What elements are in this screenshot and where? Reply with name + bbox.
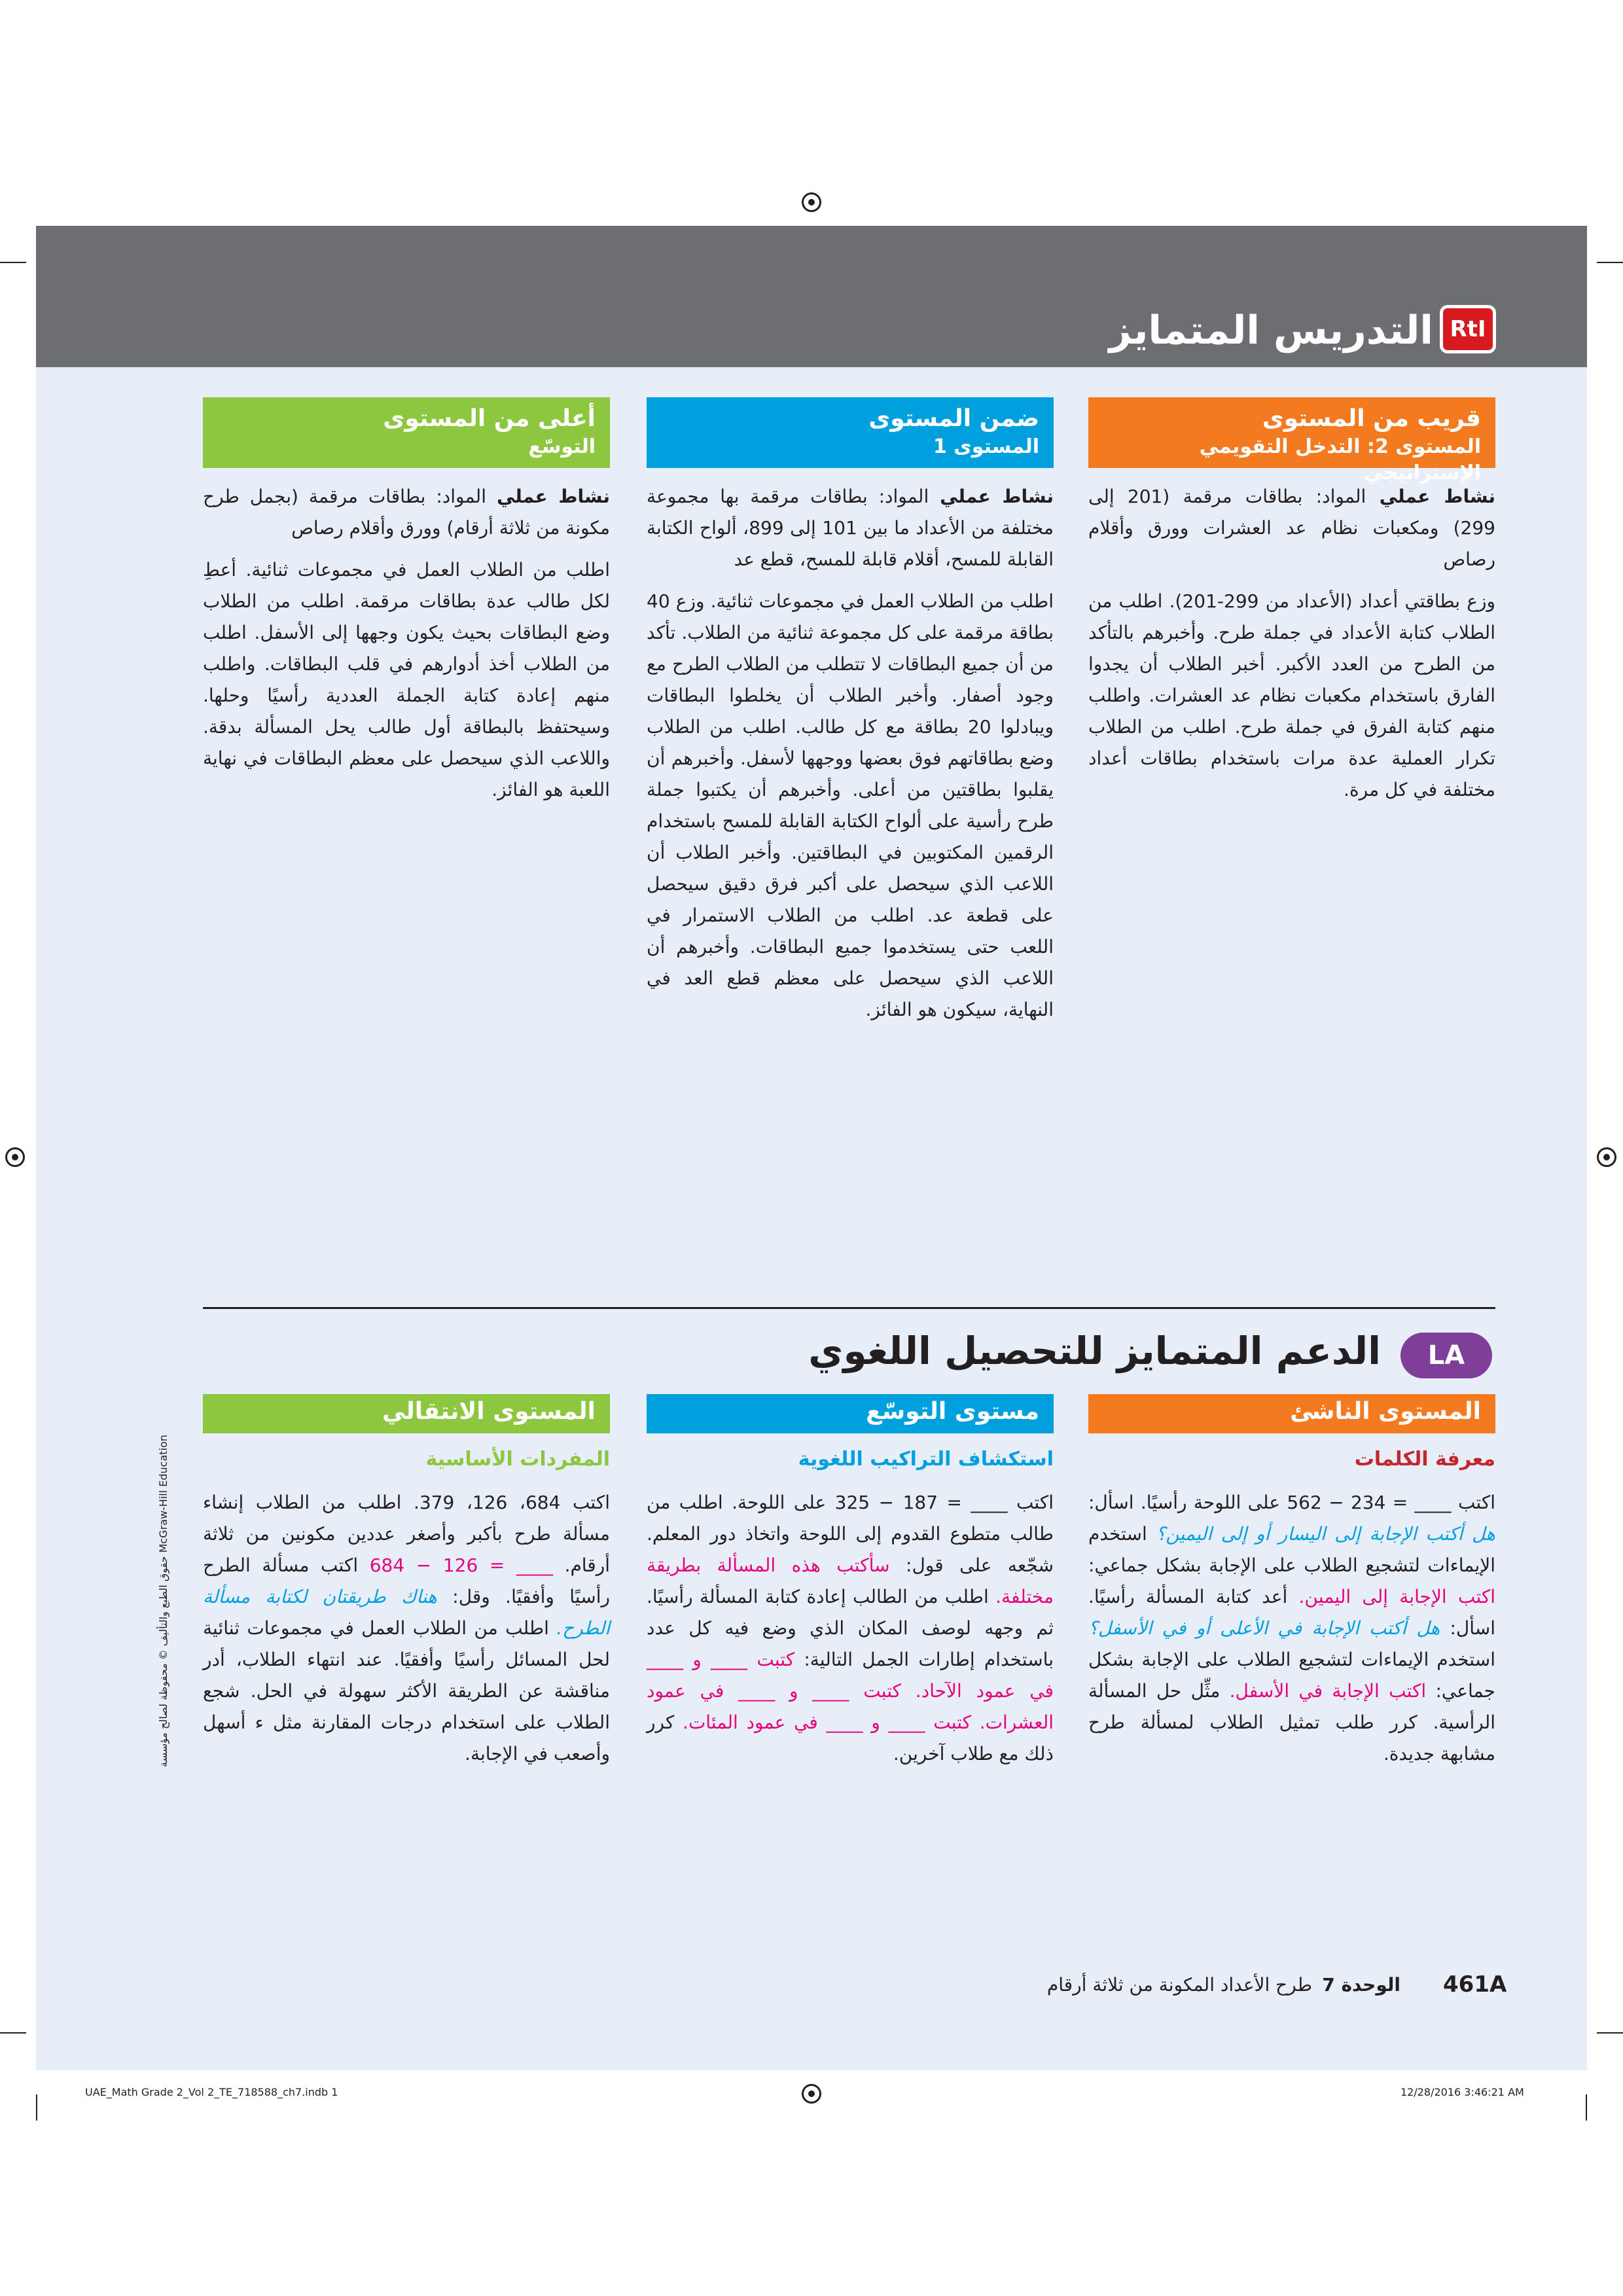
activity-paragraph (203, 481, 610, 544)
activity-paragraph (647, 586, 1054, 1026)
la-level-bar-bridging: المستوى الانتقالي (203, 1394, 610, 1433)
instruction-text: اكتب مسألة الطرح رأسيًا وأفقيًا. وقل: (203, 1554, 610, 1607)
column-body-approaching (1088, 481, 1495, 816)
la-badge: LA (1400, 1333, 1492, 1378)
instruction-text: أعد كتابة المسألة رأسيًا. اسأل: (1088, 1586, 1496, 1639)
la-section-title: الدعم المتمايز للتحصيل اللغوي (808, 1329, 1381, 1373)
instruction-text: كرر ذلك مع طلاب آخرين. (647, 1712, 1054, 1765)
student-response: اكتب الإجابة في الأسفل. (1229, 1680, 1427, 1702)
activity-label: نشاط عملي (496, 486, 610, 507)
unit-title: طرح الأعداد المكونة من ثلاثة أرقام (1046, 1974, 1312, 1996)
activity-paragraph (647, 481, 1054, 575)
unit-label: الوحدة 7 (1322, 1974, 1400, 1996)
crop-mark (1586, 2094, 1587, 2121)
crop-mark (1597, 262, 1623, 263)
page-number: 461A (1443, 1971, 1507, 1998)
page-title: التدريس المتمايز (1109, 308, 1433, 353)
column-body-beyond (203, 481, 610, 816)
la-body-emerging (1088, 1487, 1495, 1770)
activity-label: نشاط عملي (940, 486, 1054, 507)
column-title: قريب من المستوى (1262, 405, 1481, 432)
column-header-approaching (1088, 397, 1495, 484)
column-body-on-level (647, 481, 1054, 1036)
activity-text: المواد: بطاقات مرقمة (بجمل طرح مكونة من ثلاثة أرقام) وورق وأقلام رصاص (203, 486, 610, 539)
instruction-text: اطلب من الطلاب العمل في مجموعات ثنائية لحل المسائل رأسيًا وأفقيًا. عند انتهاء الطلاب، أدر مناقشة عن الطريقة الأكثر سهولة في الحل. شجع الطلاب على استخدام درجات المقارنة مثل ء أسهل وأصعب في الإجابة. (203, 1617, 610, 1765)
student-response: سأكتب هذه المسألة بطريقة مختلفة. (647, 1554, 1054, 1607)
file-slug: UAE_Math Grade 2_Vol 2_TE_718588_ch7.indb 1 (85, 2086, 338, 2098)
la-body-expanding (647, 1487, 1054, 1770)
la-subhead-emerging: معرفة الكلمات (1354, 1448, 1495, 1471)
la-body-bridging (203, 1487, 610, 1770)
activity-label: نشاط عملي (1379, 486, 1495, 507)
rti-badge: RtI (1440, 305, 1496, 353)
la-level-bar-expanding: مستوى التوسّع (647, 1394, 1054, 1433)
section-divider (203, 1307, 1495, 1309)
crop-mark (0, 262, 26, 263)
la-subhead-expanding: استكشاف التراكيب اللغوية (798, 1448, 1054, 1471)
activity-text: المواد: بطاقات مرقمة بها مجموعة مختلفة من الأعداد ما بين 101 إلى 899، ألواح الكتابة القابلة للمسح، أقلام قابلة للمسح، قطع عد (647, 486, 1054, 570)
registration-mark-right (1597, 1147, 1616, 1167)
activity-text: المواد: بطاقات مرقمة (201 إلى 299) ومكعبات نظام عد العشرات وورق وأقلام رصاص (1088, 486, 1495, 570)
registration-mark-left (5, 1147, 25, 1167)
column-subtitle: التوسّع (528, 435, 596, 458)
teacher-question: هناك طريقتان لكتابة مسألة الطرح. (203, 1586, 610, 1639)
crop-mark (1597, 2032, 1623, 2034)
registration-mark-top (802, 192, 821, 212)
activity-paragraph (203, 554, 610, 806)
column-subtitle: المستوى 2: التدخل التقويمي الإستراتيجي (1199, 435, 1481, 484)
instruction-text: استخدم الإيماءات لتشجيع الطلاب على الإجابة بشكل جماعي: (1088, 1649, 1495, 1702)
student-response: ____ = 126 − 684 (369, 1554, 553, 1576)
print-timestamp: 12/28/2016 3:46:21 AM (1400, 2086, 1524, 2098)
instruction-text: اطلب من الطالب إعادة كتابة المسألة رأسيًا. ثم وجهه لوصف المكان الذي وضع فيه كل عدد باستخدام إطارات الجمل التالية: (647, 1586, 1054, 1670)
copyright-credit: حقوق الطبع والتأليف © محفوظة لصالح مؤسسة McGraw-Hill Education (157, 1435, 169, 1767)
teacher-question: هل أكتب الإجابة إلى اليسار أو إلى اليمين؟ (1156, 1523, 1495, 1545)
instruction-text: استخدم الإيماءات لتشجيع الطلاب على الإجابة بشكل جماعي: (1088, 1523, 1495, 1576)
column-header-beyond (203, 397, 610, 468)
instruction-text: اكتب 684، 126، 379. اطلب من الطلاب إنشاء مسألة طرح بأكبر وأصغر عددين مكونين من ثلاثة أرقام. (203, 1492, 611, 1576)
column-header-on-level (647, 397, 1054, 468)
registration-mark-bottom (802, 2084, 821, 2104)
column-title: أعلى من المستوى (383, 405, 596, 432)
instruction-text: اكتب ____ = 234 − 562 على اللوحة رأسيًا. اسأل: (1088, 1492, 1495, 1513)
crop-mark (0, 2032, 26, 2034)
teacher-question: هل أكتب الإجابة في الأعلى أو في الأسفل؟ (1088, 1617, 1440, 1639)
activity-paragraph (1088, 481, 1495, 575)
student-response: اكتب الإجابة إلى اليمين. (1298, 1586, 1496, 1607)
column-title: ضمن المستوى (868, 405, 1039, 432)
activity-text: اطلب من الطلاب العمل في مجموعات ثنائية. أعطِ لكل طالب عدة بطاقات مرقمة. اطلب من الطلاب وضع البطاقات بحيث يكون وجهها إلى الأسفل. اطلب من الطلاب أخذ أدوارهم في قلب البطاقات. واطلب منهم إعادة كتابة الجملة العددية رأسيًا وحلها. وسيحتفظ بالبطاقة أول طالب يحل المسألة بدقة. واللاعب الذي سيحصل على معظم البطاقات في نهاية اللعبة هو الفائز. (203, 559, 610, 800)
instruction-text: مثِّل حل المسألة الرأسية. كرر طلب تمثيل الطلاب لمسألة طرح مشابهة جديدة. (1088, 1680, 1495, 1765)
la-level-bar-emerging: المستوى الناشئ (1088, 1394, 1495, 1433)
instruction-text: اكتب ____ = 187 − 325 على اللوحة. اطلب من طالب متطوع القدوم إلى اللوحة واتخاذ دور المعلم. شجّعه على قول: (647, 1492, 1054, 1576)
activity-text: اطلب من الطلاب العمل في مجموعات ثنائية. وزع 40 بطاقة مرقمة على كل مجموعة ثنائية من الطلاب. تأكد من أن جميع البطاقات لا تتطلب من الطلاب الطرح مع وجود أصفار. وأخبر الطلاب أن يخلطوا البطاقات ويبادلوا 20 بطاقة مع كل طالب. اطلب من الطلاب وضع بطاقاتهم فوق بعضها ووجهها لأسفل. وأخبرهم أن يقلبوا بطاقتين من أعلى. وأخبرهم أن يكتبوا جملة طرح رأسية على ألواح الكتابة القابلة للمسح باستخدام الرقمين المكتوبين في البطاقتين. وأخبر الطلاب أن اللاعب الذي سيحصل على أكبر فرق دقيق سيحصل على قطعة عد. اطلب من الطلاب الاستمرار في اللعب حتى يستخدموا جميع البطاقات. وأخبرهم أن اللاعب الذي سيحصل على معظم قطع العد في النهاية، سيكون هو الفائز. (647, 590, 1054, 1020)
activity-paragraph (1088, 586, 1495, 806)
activity-text: وزع بطاقتي أعداد (الأعداد من 299-201). اطلب من الطلاب كتابة الأعداد في جملة طرح. وأخبرهم بالتأكد من الطرح من العدد الأكبر. أخبر الطلاب أن يجدوا الفارق باستخدام مكعبات نظام عد العشرات. واطلب منهم كتابة الفرق في جملة طرح. اطلب من الطلاب تكرار العملية عدة مرات باستخدام بطاقات أعداد مختلفة في كل مرة. (1088, 590, 1495, 800)
column-subtitle: المستوى 1 (933, 435, 1039, 458)
la-subhead-bridging: المفردات الأساسية (425, 1448, 610, 1471)
student-response: كتبت ____ و ____ في عمود الآحاد. كتبت ____ و ____ في عمود العشرات. كتبت ____ و ____ في عمود المئات. (647, 1649, 1054, 1733)
crop-mark (36, 2094, 37, 2121)
